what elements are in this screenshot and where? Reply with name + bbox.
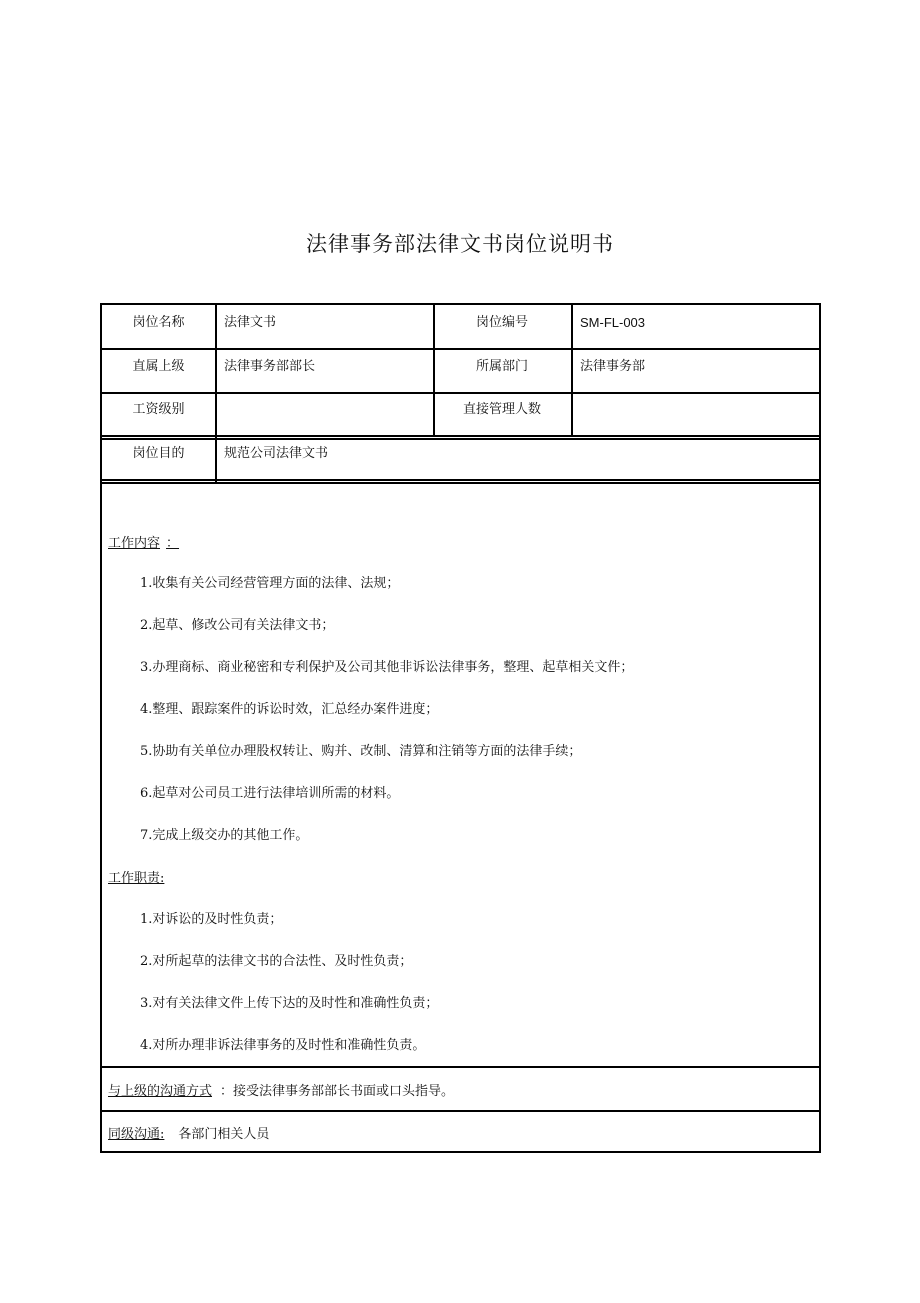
- duties-item: 1.对诉讼的及时性负责；: [140, 912, 283, 927]
- duties-item: 3.对有关法律文件上传下达的及时性和准确性负责；: [140, 996, 439, 1011]
- work-content-item: 7.完成上级交办的其他工作。: [140, 828, 309, 843]
- value-department: 法律事务部: [580, 359, 646, 374]
- row-divider: [102, 1066, 819, 1068]
- row-divider: [102, 392, 819, 394]
- row-divider: [102, 438, 819, 440]
- value-position-code: SM-FL-003: [580, 315, 646, 330]
- peer-communication-text: 各部门相关人员: [178, 1127, 270, 1142]
- duties-item: 4.对所办理非诉法律事务的及时性和准确性负责。: [140, 1038, 426, 1053]
- work-content-item: 4.整理、跟踪案件的诉讼时效，汇总经办案件进度；: [140, 702, 439, 717]
- work-content-item: 5.协助有关单位办理股权转让、购并、改制、清算和注销等方面的法律手续；: [140, 744, 582, 759]
- work-content-heading-text: 工作内容: [108, 536, 161, 551]
- label-direct-reports: 直接管理人数: [462, 402, 541, 417]
- value-position-purpose: 规范公司法律文书: [224, 446, 329, 461]
- work-content-item: 2.起草、修改公司有关法律文书；: [140, 618, 335, 633]
- label-position-name: 岗位名称: [132, 315, 185, 330]
- row-divider: [102, 348, 819, 350]
- duties-item: 2.对所起草的法律文书的合法性、及时性负责；: [140, 954, 413, 969]
- job-description-table: [100, 303, 821, 1153]
- duties-heading: 工作职责:: [108, 871, 165, 886]
- label-position-code: 岗位编号: [475, 315, 528, 330]
- row-divider: [102, 435, 819, 437]
- value-direct-superior: 法律事务部部长: [224, 359, 316, 374]
- upward-communication-text: ：接受法律事务部部长书面或口头指导。: [220, 1084, 455, 1099]
- row-divider: [102, 479, 819, 481]
- label-direct-superior: 直属上级: [132, 359, 185, 374]
- document-title: 法律事务部法律文书岗位说明书: [306, 232, 614, 256]
- work-content-heading-colon: ：: [166, 536, 180, 551]
- column-divider: [571, 305, 573, 437]
- upward-communication-label: 与上级的沟通方式: [108, 1084, 213, 1099]
- work-content-item: 6.起草对公司员工进行法律培训所需的材料。: [140, 786, 400, 801]
- peer-communication-label: 同级沟通:: [108, 1127, 165, 1142]
- label-salary-grade: 工资级别: [132, 402, 185, 417]
- work-content-item: 1.收集有关公司经营管理方面的法律、法规；: [140, 576, 400, 591]
- work-content-item: 3.办理商标、商业秘密和专利保护及公司其他非诉讼法律事务，整理、起草相关文件；: [140, 660, 634, 675]
- row-divider: [102, 482, 819, 484]
- peer-communication: [108, 1123, 269, 1142]
- value-position-name: 法律文书: [224, 315, 277, 330]
- work-content-heading: [108, 532, 179, 551]
- label-department: 所属部门: [475, 359, 528, 374]
- upward-communication: [108, 1080, 454, 1099]
- row-divider: [102, 1110, 819, 1112]
- label-position-purpose: 岗位目的: [132, 446, 185, 461]
- column-divider: [215, 305, 217, 482]
